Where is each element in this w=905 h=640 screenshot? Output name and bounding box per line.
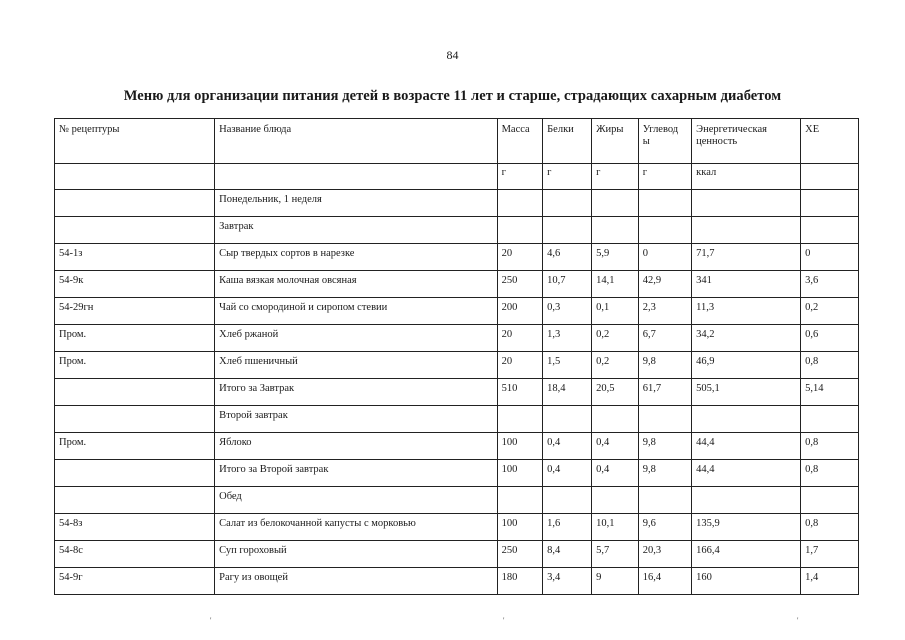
cell-energy-value: 34,2 [692, 325, 801, 352]
table-row [55, 271, 859, 298]
cell-recipe-number: 54-8з [55, 514, 215, 541]
cell-proteins: 18,4 [543, 379, 592, 406]
cell-dish-name: Яблоко [215, 433, 497, 460]
cell-carbohydrates [638, 190, 691, 217]
unit-bread-units [801, 164, 859, 190]
cell-dish-name: Рагу из овощей [215, 568, 497, 595]
unit-proteins: г [543, 164, 592, 190]
unit-recipe-number [55, 164, 215, 190]
cell-dish-name: Каша вязкая молочная овсяная [215, 271, 497, 298]
cell-energy-value [692, 487, 801, 514]
cell-bread-units: 3,6 [801, 271, 859, 298]
unit-mass: г [497, 164, 543, 190]
header-proteins: Белки [543, 119, 592, 164]
cell-recipe-number: 54-9к [55, 271, 215, 298]
cell-carbohydrates: 20,3 [638, 541, 691, 568]
scan-speck: ' [210, 616, 212, 625]
cell-carbohydrates [638, 487, 691, 514]
cell-recipe-number: Пром. [55, 352, 215, 379]
cell-energy-value: 44,4 [692, 433, 801, 460]
cell-fats [592, 406, 639, 433]
cell-mass [497, 190, 543, 217]
table-row [55, 217, 859, 244]
cell-recipe-number: Пром. [55, 433, 215, 460]
cell-mass: 100 [497, 514, 543, 541]
cell-proteins: 0,4 [543, 460, 592, 487]
scan-speck: ' [797, 616, 799, 625]
cell-energy-value: 166,4 [692, 541, 801, 568]
cell-mass: 20 [497, 352, 543, 379]
cell-bread-units: 0 [801, 244, 859, 271]
unit-fats: г [592, 164, 639, 190]
cell-fats: 20,5 [592, 379, 639, 406]
header-recipe-number: № рецептуры [55, 119, 215, 164]
cell-mass: 20 [497, 325, 543, 352]
table-row [55, 460, 859, 487]
cell-recipe-number: 54-1з [55, 244, 215, 271]
cell-recipe-number: 54-9г [55, 568, 215, 595]
cell-fats: 0,1 [592, 298, 639, 325]
cell-dish-name: Обед [215, 487, 497, 514]
table-row [55, 325, 859, 352]
unit-energy-value: ккал [692, 164, 801, 190]
cell-mass: 100 [497, 433, 543, 460]
cell-recipe-number [55, 379, 215, 406]
cell-proteins: 1,3 [543, 325, 592, 352]
cell-fats: 5,7 [592, 541, 639, 568]
cell-fats: 0,4 [592, 460, 639, 487]
cell-bread-units: 5,14 [801, 379, 859, 406]
cell-fats: 14,1 [592, 271, 639, 298]
cell-bread-units: 0,8 [801, 514, 859, 541]
cell-fats: 0,2 [592, 352, 639, 379]
cell-carbohydrates: 2,3 [638, 298, 691, 325]
cell-mass [497, 487, 543, 514]
unit-dish-name [215, 164, 497, 190]
cell-energy-value: 71,7 [692, 244, 801, 271]
cell-recipe-number [55, 460, 215, 487]
cell-bread-units: 1,4 [801, 568, 859, 595]
unit-carbohydrates: г [638, 164, 691, 190]
cell-mass: 250 [497, 541, 543, 568]
table-row [55, 514, 859, 541]
cell-proteins [543, 217, 592, 244]
cell-energy-value [692, 190, 801, 217]
table-row [55, 433, 859, 460]
cell-bread-units [801, 217, 859, 244]
cell-energy-value: 46,9 [692, 352, 801, 379]
cell-mass: 510 [497, 379, 543, 406]
cell-proteins: 0,4 [543, 433, 592, 460]
cell-carbohydrates: 9,8 [638, 433, 691, 460]
cell-carbohydrates [638, 217, 691, 244]
cell-energy-value: 341 [692, 271, 801, 298]
menu-table [54, 118, 859, 595]
cell-proteins: 1,5 [543, 352, 592, 379]
document-title: Меню для организации питания детей в возрасте 11 лет и старше, страдающих сахарным диабетом [123, 88, 782, 104]
cell-dish-name: Хлеб пшеничный [215, 352, 497, 379]
cell-proteins [543, 487, 592, 514]
cell-bread-units: 0,6 [801, 325, 859, 352]
table-row [55, 379, 859, 406]
cell-recipe-number [55, 217, 215, 244]
header-dish-name: Название блюда [215, 119, 497, 164]
cell-energy-value: 11,3 [692, 298, 801, 325]
header-mass: Масса [497, 119, 543, 164]
cell-proteins: 0,3 [543, 298, 592, 325]
cell-mass [497, 406, 543, 433]
cell-recipe-number: 54-8с [55, 541, 215, 568]
cell-mass: 250 [497, 271, 543, 298]
cell-bread-units: 0,8 [801, 433, 859, 460]
cell-energy-value [692, 406, 801, 433]
cell-recipe-number: Пром. [55, 325, 215, 352]
table-row [55, 568, 859, 595]
scan-speck: ' [503, 616, 505, 625]
cell-recipe-number [55, 406, 215, 433]
cell-mass: 200 [497, 298, 543, 325]
cell-proteins: 10,7 [543, 271, 592, 298]
menu-table-body [55, 119, 859, 595]
cell-energy-value: 160 [692, 568, 801, 595]
table-header-row [55, 119, 859, 164]
cell-mass [497, 217, 543, 244]
header-energy-value: Энергетическая ценность [692, 119, 801, 164]
cell-proteins [543, 406, 592, 433]
cell-energy-value: 505,1 [692, 379, 801, 406]
cell-fats: 0,2 [592, 325, 639, 352]
cell-bread-units [801, 190, 859, 217]
cell-energy-value: 135,9 [692, 514, 801, 541]
header-bread-units: ХЕ [801, 119, 859, 164]
cell-dish-name: Сыр твердых сортов в нарезке [215, 244, 497, 271]
cell-dish-name: Хлеб ржаной [215, 325, 497, 352]
cell-proteins: 4,6 [543, 244, 592, 271]
cell-energy-value [692, 217, 801, 244]
page-number: 84 [446, 48, 459, 62]
cell-proteins: 8,4 [543, 541, 592, 568]
cell-bread-units: 1,7 [801, 541, 859, 568]
cell-dish-name: Суп гороховый [215, 541, 497, 568]
table-units-row [55, 164, 859, 190]
table-row [55, 190, 859, 217]
cell-dish-name: Итого за Завтрак [215, 379, 497, 406]
cell-bread-units: 0,8 [801, 460, 859, 487]
table-row [55, 487, 859, 514]
cell-fats: 10,1 [592, 514, 639, 541]
cell-dish-name: Понедельник, 1 неделя [215, 190, 497, 217]
cell-recipe-number [55, 190, 215, 217]
cell-mass: 20 [497, 244, 543, 271]
header-fats: Жиры [592, 119, 639, 164]
cell-mass: 100 [497, 460, 543, 487]
table-row [55, 541, 859, 568]
cell-dish-name: Завтрак [215, 217, 497, 244]
header-carbohydrates: Углевод ы [638, 119, 691, 164]
table-row [55, 406, 859, 433]
cell-proteins [543, 190, 592, 217]
cell-carbohydrates [638, 406, 691, 433]
table-row [55, 244, 859, 271]
cell-bread-units: 0,8 [801, 352, 859, 379]
cell-proteins: 3,4 [543, 568, 592, 595]
table-row [55, 298, 859, 325]
cell-mass: 180 [497, 568, 543, 595]
cell-dish-name: Итого за Второй завтрак [215, 460, 497, 487]
cell-recipe-number: 54-29гн [55, 298, 215, 325]
cell-fats: 0,4 [592, 433, 639, 460]
cell-carbohydrates: 6,7 [638, 325, 691, 352]
cell-dish-name: Второй завтрак [215, 406, 497, 433]
cell-fats: 5,9 [592, 244, 639, 271]
cell-carbohydrates: 42,9 [638, 271, 691, 298]
cell-carbohydrates: 0 [638, 244, 691, 271]
cell-fats: 9 [592, 568, 639, 595]
cell-carbohydrates: 61,7 [638, 379, 691, 406]
cell-bread-units [801, 406, 859, 433]
cell-fats [592, 487, 639, 514]
cell-carbohydrates: 9,8 [638, 460, 691, 487]
cell-carbohydrates: 9,6 [638, 514, 691, 541]
cell-energy-value: 44,4 [692, 460, 801, 487]
cell-dish-name: Чай со смородиной и сиропом стевии [215, 298, 497, 325]
cell-bread-units [801, 487, 859, 514]
table-row [55, 352, 859, 379]
cell-recipe-number [55, 487, 215, 514]
cell-fats [592, 190, 639, 217]
cell-dish-name: Салат из белокочанной капусты с морковью [215, 514, 497, 541]
cell-carbohydrates: 16,4 [638, 568, 691, 595]
cell-proteins: 1,6 [543, 514, 592, 541]
cell-carbohydrates: 9,8 [638, 352, 691, 379]
cell-fats [592, 217, 639, 244]
cell-bread-units: 0,2 [801, 298, 859, 325]
